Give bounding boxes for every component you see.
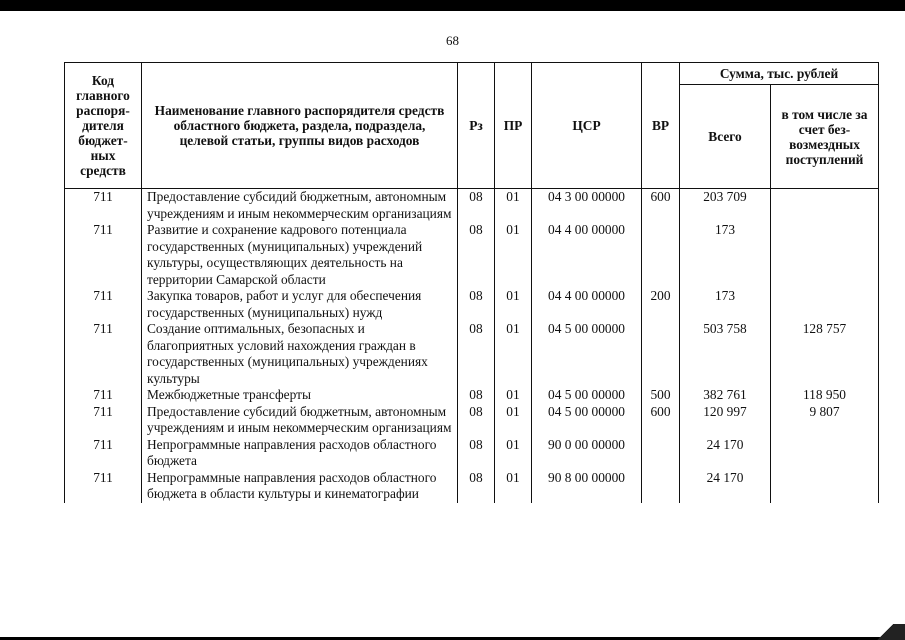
cell-incl: 9 807 <box>771 404 879 437</box>
budget-table <box>64 62 879 503</box>
page-number: 68 <box>446 33 459 48</box>
header-sum: Сумма, тыс. рублей <box>680 63 879 85</box>
header-code: Код главного распоря-дителя бюджет-ных средств <box>65 63 142 189</box>
cell-csr: 04 5 00 00000 <box>532 387 642 404</box>
cell-rz: 08 <box>458 321 495 387</box>
table-body <box>65 189 879 503</box>
table-row <box>65 404 879 437</box>
cell-rz: 08 <box>458 470 495 503</box>
cell-vr: 600 <box>642 404 680 437</box>
cell-vr <box>642 321 680 387</box>
cell-rz: 08 <box>458 404 495 437</box>
cell-incl <box>771 189 879 223</box>
table-row <box>65 288 879 321</box>
header-vr: ВР <box>642 63 680 189</box>
cell-total: 503 758 <box>680 321 771 387</box>
cell-code: 711 <box>65 470 142 503</box>
cell-vr: 600 <box>642 189 680 223</box>
cell-code: 711 <box>65 387 142 404</box>
header-incl: в том числе за счет без-возмездных поступлений <box>771 85 879 189</box>
cell-csr: 90 8 00 00000 <box>532 470 642 503</box>
cell-pr: 01 <box>495 437 532 470</box>
cell-name: Межбюджетные трансферты <box>142 387 458 404</box>
cell-name: Предоставление субсидий бюджетным, автономным учреждениям и иным некоммерческим организациям <box>142 404 458 437</box>
cell-rz: 08 <box>458 288 495 321</box>
cell-vr <box>642 437 680 470</box>
cell-pr: 01 <box>495 321 532 387</box>
table-row <box>65 222 879 288</box>
cell-vr <box>642 470 680 503</box>
cell-name: Закупка товаров, работ и услуг для обеспечения государственных (муниципальных) нужд <box>142 288 458 321</box>
cell-name: Непрограммные направления расходов областного бюджета в области культуры и кинематографии <box>142 470 458 503</box>
scan-corner-mark <box>865 624 905 640</box>
cell-pr: 01 <box>495 288 532 321</box>
table-row <box>65 470 879 503</box>
cell-name: Развитие и сохранение кадрового потенциала государственных (муниципальных) учреждений культуры, осуществляющих деятельность на территории Самарской области <box>142 222 458 288</box>
header-name: Наименование главного распорядителя средств областного бюджета, раздела, подраздела, целевой статьи, группы видов расходов <box>142 63 458 189</box>
cell-code: 711 <box>65 437 142 470</box>
cell-csr: 04 5 00 00000 <box>532 404 642 437</box>
cell-total: 24 170 <box>680 470 771 503</box>
cell-name: Создание оптимальных, безопасных и благоприятных условий нахождения граждан в государственных (муниципальных) учреждениях культуры <box>142 321 458 387</box>
table-row <box>65 321 879 387</box>
cell-rz: 08 <box>458 222 495 288</box>
cell-csr: 04 4 00 00000 <box>532 288 642 321</box>
cell-pr: 01 <box>495 222 532 288</box>
cell-incl: 128 757 <box>771 321 879 387</box>
cell-vr <box>642 222 680 288</box>
cell-code: 711 <box>65 222 142 288</box>
header-rz: Рз <box>458 63 495 189</box>
table-row <box>65 437 879 470</box>
cell-pr: 01 <box>495 470 532 503</box>
cell-incl <box>771 470 879 503</box>
header-total: Всего <box>680 85 771 189</box>
cell-code: 711 <box>65 404 142 437</box>
scan-top-band <box>0 0 905 11</box>
table-row <box>65 387 879 404</box>
cell-total: 203 709 <box>680 189 771 223</box>
cell-total: 24 170 <box>680 437 771 470</box>
cell-csr: 04 3 00 00000 <box>532 189 642 223</box>
cell-rz: 08 <box>458 189 495 223</box>
cell-code: 711 <box>65 288 142 321</box>
cell-code: 711 <box>65 189 142 223</box>
cell-vr: 200 <box>642 288 680 321</box>
cell-incl: 118 950 <box>771 387 879 404</box>
cell-incl <box>771 222 879 288</box>
cell-pr: 01 <box>495 387 532 404</box>
cell-name: Предоставление субсидий бюджетным, автономным учреждениям и иным некоммерческим организациям <box>142 189 458 223</box>
cell-csr: 90 0 00 00000 <box>532 437 642 470</box>
cell-pr: 01 <box>495 404 532 437</box>
table-row <box>65 189 879 223</box>
cell-code: 711 <box>65 321 142 387</box>
cell-total: 382 761 <box>680 387 771 404</box>
cell-total: 173 <box>680 288 771 321</box>
budget-table-wrapper <box>64 62 878 627</box>
cell-csr: 04 5 00 00000 <box>532 321 642 387</box>
cell-csr: 04 4 00 00000 <box>532 222 642 288</box>
cell-rz: 08 <box>458 437 495 470</box>
header-pr: ПР <box>495 63 532 189</box>
cell-total: 120 997 <box>680 404 771 437</box>
cell-rz: 08 <box>458 387 495 404</box>
cell-pr: 01 <box>495 189 532 223</box>
cell-incl <box>771 437 879 470</box>
cell-incl <box>771 288 879 321</box>
header-csr: ЦСР <box>532 63 642 189</box>
cell-name: Непрограммные направления расходов областного бюджета <box>142 437 458 470</box>
cell-total: 173 <box>680 222 771 288</box>
cell-vr: 500 <box>642 387 680 404</box>
